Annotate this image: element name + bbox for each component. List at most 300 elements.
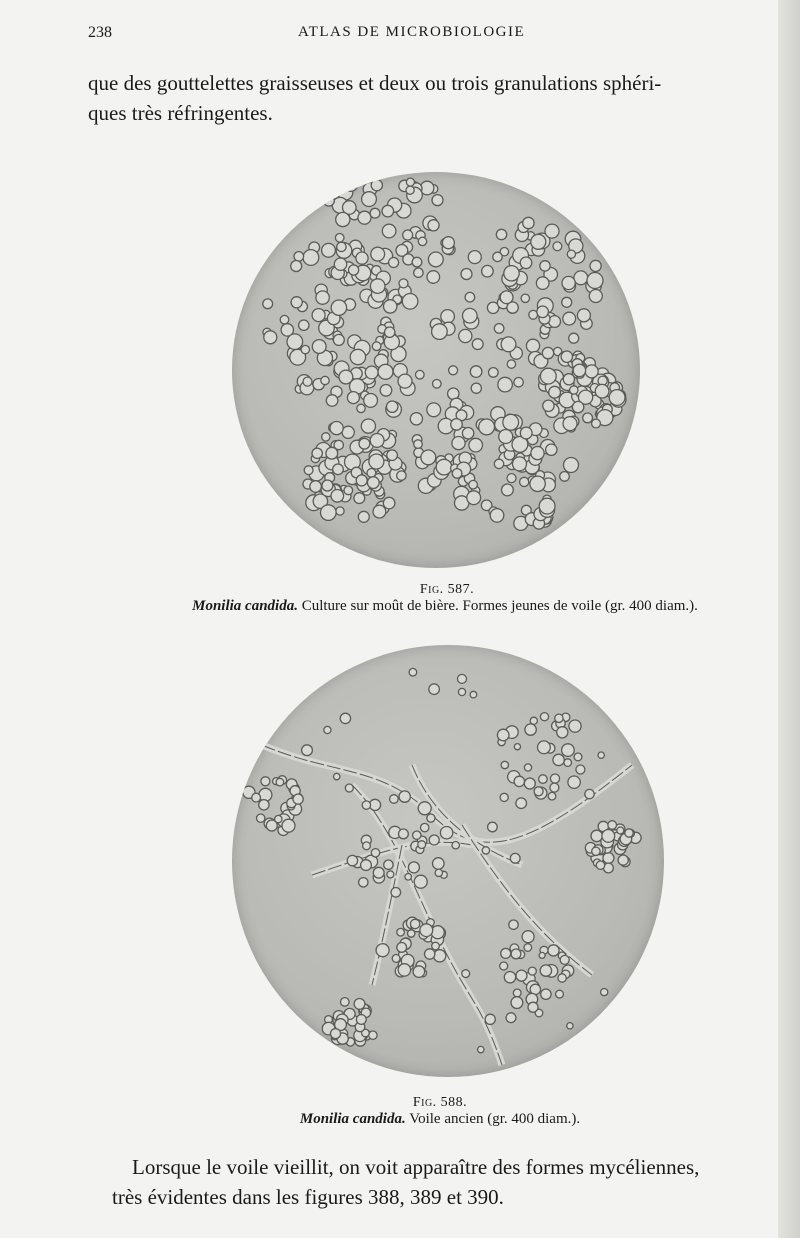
- yeast-cell: [252, 793, 261, 802]
- yeast-cell: [496, 229, 506, 239]
- yeast-cell: [436, 459, 452, 475]
- yeast-cell: [499, 430, 513, 444]
- yeast-cell: [263, 299, 273, 309]
- yeast-cell: [392, 955, 400, 963]
- yeast-cell: [387, 871, 394, 878]
- yeast-cell: [506, 1013, 516, 1023]
- yeast-cell: [331, 490, 344, 503]
- top-paragraph-line-1: que des gouttelettes graisseuses et deux ou trois granulations sphéri-: [88, 71, 662, 95]
- yeast-cell: [501, 761, 508, 768]
- yeast-cell: [362, 801, 370, 809]
- yeast-cell: [433, 380, 442, 389]
- yeast-cell: [356, 1015, 366, 1025]
- yeast-cell: [342, 426, 354, 438]
- yeast-cell: [369, 1031, 377, 1039]
- yeast-cell: [361, 419, 375, 433]
- yeast-cell: [542, 347, 553, 358]
- yeast-cell: [414, 440, 423, 449]
- yeast-cell: [365, 366, 378, 379]
- yeast-cell: [303, 377, 312, 386]
- yeast-cell: [590, 260, 601, 271]
- yeast-cell: [326, 447, 338, 459]
- yeast-cell: [335, 234, 344, 243]
- yeast-cell: [562, 744, 575, 757]
- yeast-cell: [513, 989, 521, 997]
- yeast-cell: [276, 778, 284, 786]
- yeast-cell: [570, 386, 578, 394]
- yeast-cell: [367, 477, 379, 489]
- figure-587-caption: [120, 598, 770, 615]
- yeast-cell: [406, 186, 414, 194]
- yeast-cell: [548, 945, 559, 956]
- yeast-cell: [440, 827, 452, 839]
- yeast-cell: [358, 511, 369, 522]
- yeast-cell: [326, 395, 338, 407]
- yeast-cell: [563, 374, 574, 385]
- yeast-cell: [336, 507, 344, 515]
- yeast-cell: [383, 497, 395, 509]
- yeast-cell: [413, 831, 421, 839]
- yeast-cell: [500, 793, 508, 801]
- yeast-cell: [478, 1046, 484, 1052]
- yeast-cell: [372, 342, 381, 351]
- yeast-cell: [520, 477, 529, 486]
- yeast-cell: [302, 745, 313, 756]
- yeast-cell: [598, 752, 604, 758]
- yeast-cell: [500, 291, 513, 304]
- yeast-cell: [482, 847, 489, 854]
- yeast-cell: [560, 955, 569, 964]
- yeast-cell: [494, 459, 503, 468]
- yeast-cell: [413, 966, 425, 978]
- yeast-cell: [420, 924, 433, 937]
- yeast-cell: [569, 720, 581, 732]
- yeast-cell: [376, 944, 389, 957]
- yeast-cell: [550, 783, 559, 792]
- yeast-cell: [459, 329, 472, 342]
- yeast-cell: [485, 1014, 495, 1024]
- yeast-cell: [468, 251, 481, 264]
- yeast-cell: [387, 401, 398, 412]
- yeast-cell: [526, 339, 539, 352]
- yeast-cell: [585, 789, 594, 798]
- yeast-cell: [462, 970, 470, 978]
- bottom-paragraph-line-1: Lorsque le voile vieillit, on voit apparaître des formes mycéliennes,: [132, 1155, 700, 1179]
- yeast-cell: [572, 401, 583, 412]
- yeast-cell: [461, 269, 472, 280]
- yeast-cell: [425, 949, 435, 959]
- yeast-cell: [567, 1023, 573, 1029]
- yeast-cell: [303, 250, 319, 266]
- yeast-cell: [528, 1002, 538, 1012]
- yeast-cell: [408, 930, 415, 937]
- yeast-cell: [385, 327, 395, 337]
- yeast-cell: [361, 172, 376, 178]
- yeast-cell: [503, 414, 519, 430]
- yeast-cell: [500, 962, 508, 970]
- yeast-cell: [502, 484, 514, 496]
- figure-588-micrograph: [232, 645, 664, 1077]
- yeast-cell: [573, 364, 585, 376]
- yeast-cell: [497, 729, 509, 741]
- top-paragraph: [88, 68, 760, 128]
- yeast-cell: [322, 243, 336, 257]
- yeast-cell: [539, 952, 545, 958]
- yeast-cell: [414, 875, 427, 888]
- yeast-cell: [391, 888, 401, 898]
- yeast-cell: [336, 212, 350, 226]
- yeast-cell: [449, 366, 458, 375]
- yeast-cell: [361, 860, 372, 871]
- figure-587-label: Fig. 587.: [419, 582, 475, 597]
- yeast-cell: [304, 466, 313, 475]
- yeast-cell: [399, 829, 409, 839]
- yeast-cell: [280, 315, 289, 324]
- yeast-cell: [398, 374, 412, 388]
- page-header: [88, 24, 744, 46]
- yeast-cell: [563, 417, 577, 431]
- yeast-mycelium-old-veil: [232, 645, 664, 1077]
- yeast-cell: [427, 814, 435, 822]
- yeast-cell: [617, 827, 624, 834]
- yeast-cell: [479, 419, 495, 435]
- yeast-cell: [556, 990, 564, 998]
- yeast-cell: [540, 965, 551, 976]
- yeast-cell: [470, 691, 477, 698]
- yeast-cell: [324, 726, 331, 733]
- yeast-cell: [323, 195, 334, 206]
- yeast-cell: [371, 247, 385, 261]
- yeast-cell: [504, 972, 515, 983]
- yeast-cell: [378, 364, 393, 379]
- yeast-cell: [595, 384, 609, 398]
- yeast-cell: [488, 822, 498, 832]
- yeast-cell: [382, 205, 394, 217]
- yeast-cell: [539, 775, 548, 784]
- yeast-cell: [354, 999, 365, 1010]
- yeast-cell: [256, 677, 266, 687]
- yeast-cell: [397, 928, 405, 936]
- yeast-cell: [516, 798, 527, 809]
- yeast-cell: [514, 776, 524, 786]
- yeast-cell: [564, 458, 579, 473]
- yeast-cell: [282, 819, 295, 832]
- yeast-cell: [540, 713, 548, 721]
- yeast-cell: [530, 717, 537, 724]
- yeast-cell: [344, 486, 353, 495]
- yeast-cell: [418, 841, 426, 849]
- yeast-cell: [291, 261, 302, 272]
- yeast-cell: [540, 261, 550, 271]
- yeast-cell: [291, 297, 302, 308]
- yeast-cell: [373, 505, 386, 518]
- yeast-cell: [467, 491, 481, 505]
- yeast-cell: [452, 469, 462, 479]
- yeast-cell: [537, 306, 549, 318]
- yeast-cell: [382, 224, 396, 238]
- yeast-cell: [524, 944, 532, 952]
- yeast-cell: [397, 943, 407, 953]
- yeast-cell: [434, 950, 446, 962]
- yeast-cell: [441, 310, 455, 324]
- yeast-cell: [380, 385, 392, 397]
- yeast-cell: [577, 309, 590, 322]
- yeast-cell: [287, 334, 303, 350]
- yeast-cell: [574, 753, 582, 761]
- yeast-cell: [490, 509, 504, 523]
- yeast-cell: [530, 476, 545, 491]
- yeast-cell: [462, 428, 473, 439]
- figure-588-species: Monilia candida.: [299, 1111, 406, 1127]
- yeast-cell: [410, 413, 422, 425]
- yeast-cell: [489, 368, 499, 378]
- yeast-cell: [339, 370, 353, 384]
- yeast-cell: [354, 493, 365, 504]
- yeast-cell: [469, 480, 478, 489]
- yeast-cell: [531, 234, 546, 249]
- yeast-cell: [358, 211, 371, 224]
- yeast-cell: [334, 773, 340, 779]
- yeast-cell: [433, 858, 445, 870]
- yeast-cell: [524, 778, 535, 789]
- yeast-cell: [322, 433, 330, 441]
- yeast-cell: [370, 434, 384, 448]
- yeast-cell: [389, 258, 399, 268]
- yeast-cell: [321, 376, 329, 384]
- yeast-cell: [562, 276, 575, 289]
- yeast-cell: [609, 390, 625, 406]
- yeast-cell: [509, 920, 518, 929]
- yeast-cell: [408, 862, 419, 873]
- yeast-cell: [504, 266, 519, 281]
- yeast-cell: [363, 842, 371, 850]
- yeast-cell: [458, 688, 465, 695]
- yeast-cell: [603, 692, 609, 698]
- yeast-cell: [601, 989, 608, 996]
- yeast-cell: [264, 331, 277, 344]
- yeast-cell: [418, 237, 426, 245]
- yeast-cell: [364, 394, 378, 408]
- figure-587-description: Culture sur moût de bière. Formes jeunes de voile (gr. 400 diam.).: [297, 598, 698, 614]
- yeast-cell: [534, 787, 543, 796]
- yeast-cell: [564, 759, 572, 767]
- yeast-cell: [259, 800, 269, 810]
- yeast-cell: [553, 754, 564, 765]
- yeast-cell: [482, 265, 494, 277]
- yeast-cell: [585, 365, 598, 378]
- yeast-cell: [432, 195, 443, 206]
- yeast-cell: [531, 447, 544, 460]
- yeast-cell: [412, 257, 422, 267]
- yeast-cell: [334, 258, 346, 270]
- yeast-cell: [557, 727, 568, 738]
- yeast-cell: [384, 300, 397, 313]
- yeast-cell: [421, 450, 436, 465]
- yeast-cell: [546, 444, 557, 455]
- figure-587-micrograph: [232, 172, 640, 568]
- yeast-cell: [545, 224, 559, 238]
- yeast-cell: [316, 291, 329, 304]
- yeast-cell: [471, 383, 481, 393]
- yeast-cell: [428, 220, 439, 231]
- yeast-cell: [384, 860, 393, 869]
- yeast-cell: [416, 370, 425, 379]
- yeast-cells-young-veil: [232, 172, 640, 568]
- figure-588-label: Fig. 588.: [412, 1095, 468, 1110]
- yeast-cell: [333, 334, 344, 345]
- yeast-cell: [522, 931, 534, 943]
- yeast-cell: [540, 368, 556, 384]
- yeast-cell: [322, 480, 333, 491]
- yeast-cell: [369, 454, 384, 469]
- yeast-cell: [398, 964, 410, 976]
- yeast-cell: [507, 474, 516, 483]
- yeast-cell: [597, 698, 606, 707]
- yeast-cell: [539, 498, 555, 514]
- yeast-cell: [536, 277, 549, 290]
- yeast-cell: [560, 472, 570, 482]
- yeast-cell: [465, 292, 475, 302]
- yeast-cell: [507, 360, 515, 368]
- yeast-cell: [541, 989, 551, 999]
- yeast-cell: [397, 471, 406, 480]
- yeast-cell: [349, 265, 359, 275]
- yeast-cell: [470, 366, 482, 378]
- running-head: ATLAS DE MICROBIOLOGIE: [298, 24, 526, 40]
- yeast-cell: [587, 273, 603, 289]
- yeast-cell: [312, 340, 326, 354]
- yeast-cell: [431, 926, 444, 939]
- yeast-cell: [568, 776, 580, 788]
- bottom-paragraph-line-2: très évidentes dans les figures 388, 389 et 390.: [112, 1185, 504, 1209]
- yeast-cell: [299, 320, 309, 330]
- yeast-cell: [310, 481, 322, 493]
- yeast-cell: [618, 855, 628, 865]
- yeast-cell: [549, 386, 561, 398]
- page-number: 238: [88, 24, 112, 41]
- yeast-cell: [583, 413, 593, 423]
- yeast-cell: [548, 792, 556, 800]
- yeast-cell: [371, 849, 379, 857]
- yeast-cell: [525, 724, 536, 735]
- yeast-cell: [596, 861, 604, 869]
- yeast-cell: [359, 438, 370, 449]
- yeast-cell: [331, 1029, 341, 1039]
- bottom-paragraph: [112, 1152, 782, 1212]
- yeast-cell: [611, 710, 621, 720]
- yeast-cell: [523, 217, 534, 228]
- yeast-cell: [432, 324, 448, 340]
- yeast-cell: [469, 438, 483, 452]
- yeast-cell: [312, 448, 322, 458]
- yeast-cell: [429, 835, 439, 845]
- yeast-cell: [451, 419, 463, 431]
- yeast-cell: [501, 948, 511, 958]
- yeast-cell: [514, 744, 520, 750]
- yeast-cell: [399, 279, 408, 288]
- yeast-cell: [458, 674, 467, 683]
- yeast-cell: [427, 403, 441, 417]
- yeast-cell: [406, 178, 414, 186]
- yeast-cell: [399, 791, 410, 802]
- figure-588-caption: [180, 1111, 700, 1128]
- yeast-cell: [405, 874, 412, 881]
- mycelium-filament: [312, 842, 472, 875]
- yeast-cell: [555, 714, 563, 722]
- yeast-cell: [514, 378, 523, 387]
- yeast-cell: [321, 505, 337, 521]
- yeast-cell: [493, 252, 502, 261]
- yeast-cell: [403, 230, 413, 240]
- yeast-cell: [501, 337, 516, 352]
- yeast-cell: [435, 869, 442, 876]
- yeast-cell: [543, 400, 554, 411]
- yeast-cell: [553, 242, 562, 251]
- yeast-cell: [370, 279, 385, 294]
- yeast-cell: [524, 764, 531, 771]
- yeast-cell: [345, 784, 353, 792]
- yeast-cell: [337, 242, 346, 251]
- yeast-cell: [513, 457, 527, 471]
- yeast-cell: [521, 294, 529, 302]
- yeast-cell: [331, 300, 346, 315]
- yeast-cell: [373, 867, 384, 878]
- yeast-cell: [494, 324, 504, 334]
- yeast-cell: [427, 271, 440, 284]
- yeast-cell: [608, 821, 617, 830]
- yeast-cell: [410, 919, 419, 928]
- yeast-cell: [625, 829, 633, 837]
- yeast-cell: [294, 252, 304, 262]
- yeast-cell: [312, 309, 325, 322]
- yeast-cell: [356, 475, 367, 486]
- yeast-cell: [592, 419, 601, 428]
- yeast-cell: [520, 427, 532, 439]
- yeast-cell: [528, 967, 536, 975]
- yeast-cell: [576, 765, 585, 774]
- yeast-cell: [589, 290, 602, 303]
- yeast-cell: [463, 308, 478, 323]
- figure-588-description: Voile ancien (gr. 400 diam.).: [405, 1111, 581, 1127]
- yeast-cell: [429, 684, 440, 695]
- yeast-cell: [569, 333, 579, 343]
- yeast-cell: [356, 252, 368, 264]
- yeast-cell: [574, 271, 588, 285]
- yeast-cell: [387, 450, 398, 461]
- yeast-cell: [428, 252, 443, 267]
- yeast-cell: [409, 668, 417, 676]
- yeast-cell: [293, 794, 303, 804]
- yeast-cell: [362, 192, 377, 207]
- yeast-cell: [516, 970, 527, 981]
- yeast-cell: [452, 842, 459, 849]
- yeast-cell: [370, 208, 380, 218]
- yeast-cell: [511, 997, 523, 1009]
- page-edge-shadow: [778, 0, 800, 1238]
- figure-587-caption-block: [120, 582, 770, 615]
- yeast-cell: [561, 351, 572, 362]
- yeast-cell: [359, 878, 368, 887]
- yeast-cell: [472, 339, 483, 350]
- yeast-cell: [592, 847, 600, 855]
- yeast-cell: [567, 250, 575, 258]
- yeast-cell: [510, 853, 520, 863]
- yeast-cell: [432, 942, 440, 950]
- yeast-cell: [550, 774, 559, 783]
- yeast-cell: [275, 815, 282, 822]
- yeast-cell: [562, 297, 572, 307]
- yeast-cell: [333, 464, 344, 475]
